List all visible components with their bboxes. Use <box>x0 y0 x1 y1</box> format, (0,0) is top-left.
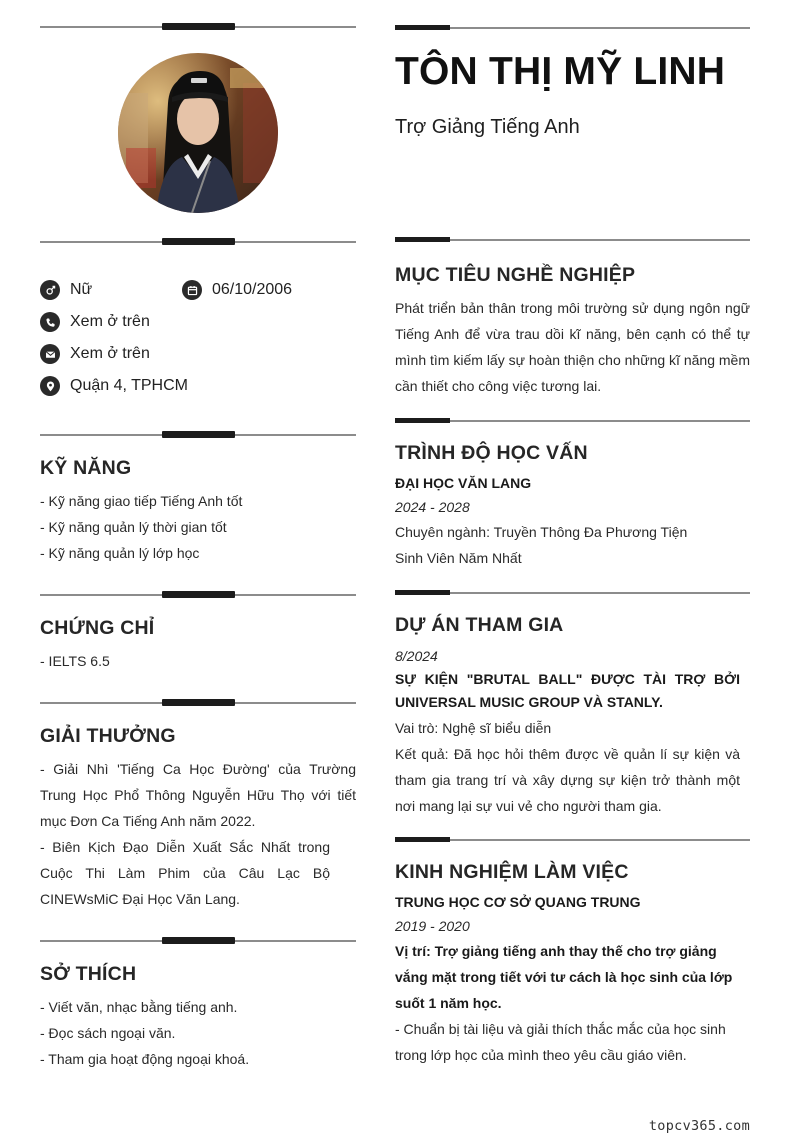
divider <box>395 837 750 843</box>
experience-position: Vị trí: Trợ giảng tiếng anh thay thế cho trợ giảng vắng mặt trong tiết với tư cách là học sinh của lớp suốt 1 năm học. <box>395 943 733 1011</box>
project-name: SỰ KIỆN "BRUTAL BALL" ĐƯỢC TÀI TRỢ BỞI UNIVERSAL MUSIC GROUP VÀ STANLY. <box>395 671 740 710</box>
address-value: Quận 4, TPHCM <box>70 377 188 394</box>
divider <box>40 431 356 439</box>
experience-company: TRUNG HỌC CƠ SỞ QUANG TRUNG <box>395 894 641 910</box>
watermark: topcv365.com <box>648 1118 750 1134</box>
projects-block <box>395 644 750 819</box>
hobby-item: - Đọc sách ngoại văn. <box>40 1025 176 1041</box>
divider <box>395 25 750 31</box>
experience-heading: KINH NGHIỆM LÀM VIỆC <box>395 861 629 883</box>
education-block <box>395 471 750 571</box>
awards-heading: GIẢI THƯỞNG <box>40 725 176 747</box>
hobbies-list <box>40 994 356 1072</box>
gender-row <box>40 280 92 300</box>
experience-period: 2019 - 2020 <box>395 918 470 934</box>
divider <box>40 23 356 31</box>
skills-heading: KỸ NĂNG <box>40 457 132 479</box>
avatar-photo <box>118 53 278 213</box>
divider <box>395 590 750 596</box>
award-item: - Giải Nhì 'Tiếng Ca Học Đường' của Trường Trung Học Phổ Thông Nguyễn Hữu Thọ với tiết mục Đơn Ca Tiếng Anh năm 2022. <box>40 761 356 829</box>
awards-list <box>40 756 356 912</box>
gender-icon <box>40 280 60 300</box>
projects-heading: DỰ ÁN THAM GIA <box>395 614 564 636</box>
hobbies-heading: SỞ THÍCH <box>40 963 137 985</box>
education-status: Sinh Viên Năm Nhất <box>395 550 522 566</box>
experience-block <box>395 890 750 1068</box>
project-role: Vai trò: Nghệ sĩ biểu diễn <box>395 720 552 736</box>
gender-value: Nữ <box>70 281 93 298</box>
divider <box>40 937 356 945</box>
certificate-item: - IELTS 6.5 <box>40 653 110 669</box>
candidate-name: TÔN THỊ MỸ LINH <box>395 50 726 93</box>
award-item: - Biên Kịch Đạo Diễn Xuất Sắc Nhất trong Cuộc Thi Làm Phim của Câu Lạc Bộ CINEWsMiC Đại Học Văn Lang. <box>40 839 330 907</box>
phone-value: Xem ở trên <box>70 313 150 330</box>
candidate-role: Trợ Giảng Tiếng Anh <box>395 116 580 138</box>
education-heading: TRÌNH ĐỘ HỌC VẤN <box>395 442 588 464</box>
location-icon <box>40 376 60 396</box>
project-date: 8/2024 <box>395 648 438 664</box>
email-row <box>40 344 150 364</box>
skill-item: - Kỹ năng quản lý lớp học <box>40 545 200 561</box>
divider <box>40 591 356 599</box>
project-result: Kết quả: Đã học hỏi thêm được về quản lí sự kiện và tham gia trang trí và xây dựng sự kiện trở thành một nơi mang lại sự vui vẻ cho người tham gia. <box>395 746 740 814</box>
education-period: 2024 - 2028 <box>395 499 470 515</box>
education-major: Chuyên ngành: Truyền Thông Đa Phương Tiện <box>395 524 688 540</box>
divider <box>395 418 750 424</box>
address-row <box>40 376 188 396</box>
hobby-item: - Tham gia hoạt động ngoại khoá. <box>40 1051 250 1067</box>
avatar <box>118 53 278 213</box>
objective-heading: MỤC TIÊU NGHỀ NGHIỆP <box>395 264 636 286</box>
dob-row <box>182 280 292 300</box>
objective-text: Phát triển bản thân trong môi trường sử dụng ngôn ngữ Tiếng Anh để vừa trau dồi kĩ năng, bên cạnh có thể tự mình tìm kiếm lấy sự hoàn thiện cho những kĩ năng mềm cần thiết cho công việc tương lai. <box>395 300 750 394</box>
divider <box>395 237 750 243</box>
skills-list <box>40 488 356 566</box>
divider <box>40 699 356 707</box>
certificates-heading: CHỨNG CHỈ <box>40 617 155 639</box>
skill-item: - Kỹ năng quản lý thời gian tốt <box>40 519 227 535</box>
dob-value: 06/10/2006 <box>212 281 293 298</box>
education-school: ĐẠI HỌC VĂN LANG <box>395 475 532 491</box>
certificates-list <box>40 648 356 674</box>
email-value: Xem ở trên <box>70 345 150 362</box>
phone-icon <box>40 312 60 332</box>
hobby-item: - Viết văn, nhạc bằng tiếng anh. <box>40 999 238 1015</box>
experience-task: - Chuẩn bị tài liệu và giải thích thắc mắc của học sinh trong lớp học của mình theo yêu cầu giáo viên. <box>395 1021 726 1063</box>
divider <box>40 238 356 246</box>
skill-item: - Kỹ năng giao tiếp Tiếng Anh tốt <box>40 493 243 509</box>
calendar-icon <box>182 280 202 300</box>
mail-icon <box>40 344 60 364</box>
phone-row <box>40 312 150 332</box>
